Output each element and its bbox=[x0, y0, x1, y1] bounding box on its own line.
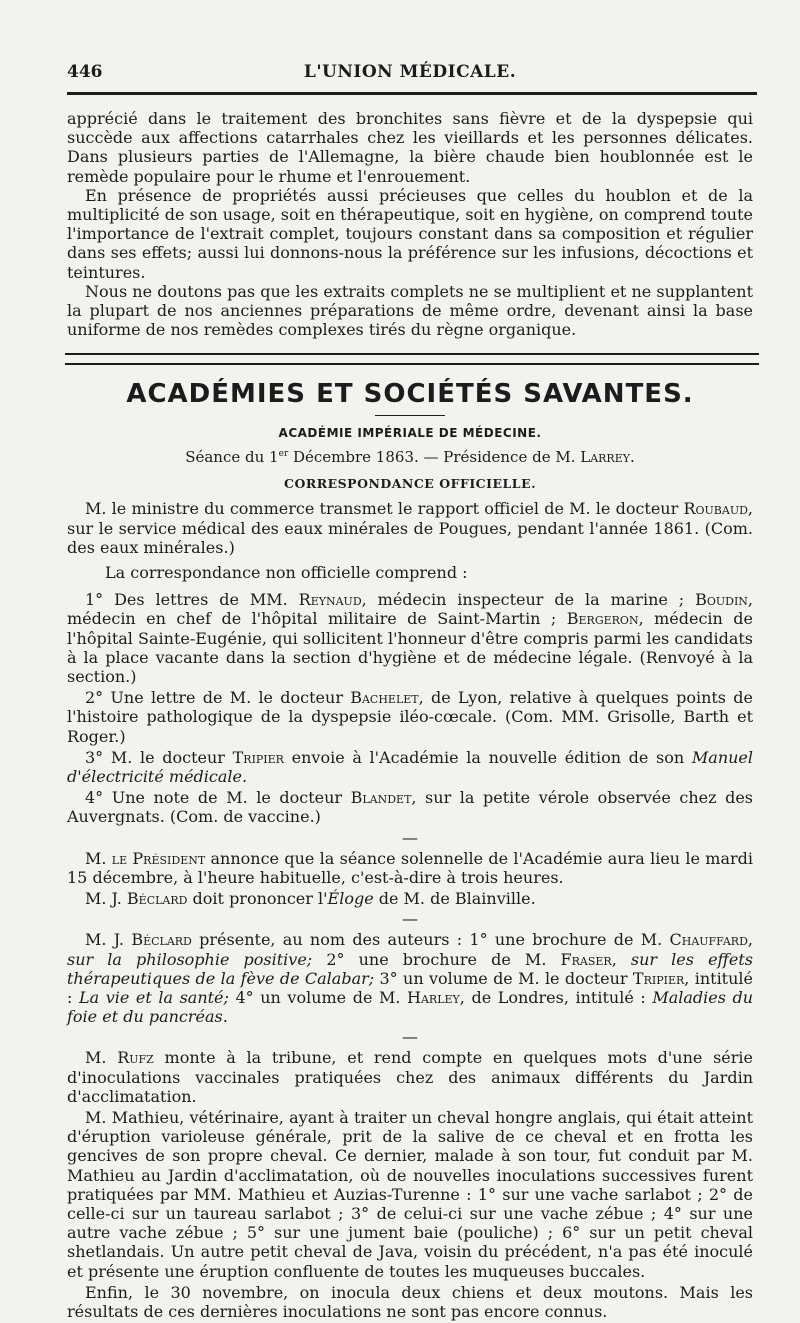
header-rule bbox=[67, 92, 757, 95]
running-head bbox=[67, 58, 753, 88]
separator-3: — bbox=[402, 1027, 418, 1047]
section-divider bbox=[65, 353, 759, 365]
president-name: Larrey bbox=[580, 448, 631, 467]
journal-title: L'UNION MÉDICALE. bbox=[303, 62, 517, 82]
final-paragraph: Enfin, le 30 novembre, on inocula deux chiens et deux moutons. Mais les résultats de ces dernières inoculations ne sont pas encore connus. bbox=[67, 1282, 753, 1321]
title-underline bbox=[375, 415, 445, 416]
beclard-eloge: M. J. Béclard doit prononcer l'Éloge de M. de Blainville. bbox=[85, 889, 536, 909]
intro-paragraph-1: apprécié dans le traitement des bronchites sans fièvre et de la dyspepsie qui succède aux affections catarrhales chez les vieillards et les personnes délicates. Dans plusieurs parties de l'Allemagne, la bière chaude bien houblonnée est le remède populaire pour le rhume et l'enrouement. bbox=[67, 109, 753, 186]
correspondence-heading: CORRESPONDANCE OFFICIELLE. bbox=[284, 476, 536, 492]
correspondence-item-4: 4° Une note de M. le docteur Blandet, sur la petite vérole observée chez des Auvergnats. (Com. de vaccine.) bbox=[67, 788, 753, 827]
separator-1: — bbox=[402, 827, 418, 847]
mathieu-paragraph: M. Mathieu, vétérinaire, ayant à traiter un cheval hongre anglais, qui était atteint d'éruption varioleuse générale, prit de la salive de ce cheval et en frotta les gencives de son propre cheval. Ce dernier, malade à son tour, fut conduit par M. Mathieu au Jardin d'acclimatation, où de nouvelles inoculations successives furent pratiquées par MM. Mathieu et Auzias-Turenne : 1° sur une vache sarlabot ; 2° de celle-ci sur un taureau sarlabot ; 3° de celui-ci sur une vache zébue ; 4° sur une autre vache zébue ; 5° sur une jument baie (pouliche) ; 6° sur un petit cheval shetlandais. Un autre petit cheval de Java, voisin du précédent, n'a pas été inoculé et présente une éruption confluente de toutes les muqueuses buccales. bbox=[67, 1107, 753, 1281]
correspondence-item-2: 2° Une lettre de M. le docteur Bachelet, de Lyon, relative à quelques points de l'histoire pathologique de la dyspepsie iléo-cœcale. (Com. MM. Grisolle, Barth et Roger.) bbox=[67, 688, 753, 746]
page-number: 446 bbox=[67, 62, 103, 82]
academy-heading: ACADÉMIE IMPÉRIALE DE MÉDECINE. bbox=[278, 426, 542, 441]
correspondence-item-1: 1° Des lettres de MM. Reynaud, médecin inspecteur de la marine ; Boudin, médecin en chef de l'hôpital militaire de Saint-Martin ; Bergeron, médecin de l'hôpital Sainte-Eugénie, qui sollicitent l'honneur d'être compris parmi les candidats à la place vacante dans la section d'hygiène et de médecine légale. (Renvoyé à la section.) bbox=[67, 590, 754, 687]
beclard-presentation: M. J. Béclard présente, au nom des auteurs : 1° une brochure de M. Chauffard, sur la philosophie positive; 2° une brochure de M. Fraser, sur les effets thérapeutiques de la fève de Calabar; 3° un volume de M. le docteur Tripier, intitulé : La vie et la santé; 4° un volume de M. Harley, de Londres, intitulé : Maladies du foie et du pancréas. bbox=[67, 930, 754, 1027]
intro-paragraph-2: En présence de propriétés aussi précieuses que celles du houblon et de la multiplicité de son usage, soit en thérapeutique, soit en hygiène, on comprend toute l'importance de l'extrait complet, toujours constant dans sa composition et régulier dans ses effets; aussi lui donnons-nous la préférence sur les infusions, décoctions et teintures. bbox=[67, 185, 753, 282]
page bbox=[67, 58, 753, 1323]
session-line: Séance du 1er Décembre 1863. — Présidence de M. Larrey. bbox=[185, 448, 635, 467]
rufz-report: M. Rufz monte à la tribune, et rend compte en quelques mots d'une série d'inoculations vaccinales pratiquées chez des animaux différents du Jardin d'acclimatation. bbox=[67, 1048, 753, 1106]
unofficial-heading: La correspondance non officielle comprend : bbox=[105, 563, 468, 583]
correspondence-item-3: 3° M. le docteur Tripier envoie à l'Académie la nouvelle édition de son Manuel d'électricité médicale. bbox=[67, 747, 754, 787]
separator-2: — bbox=[402, 909, 418, 929]
section-title: ACADÉMIES ET SOCIÉTÉS SAVANTES. bbox=[126, 379, 694, 410]
president-announcement: M. le Président annonce que la séance solennelle de l'Académie aura lieu le mardi 15 décembre, à l'heure habituelle, c'est-à-dire à trois heures. bbox=[67, 848, 753, 887]
intro-paragraph-3: Nous ne doutons pas que les extraits complets ne se multiplient et ne supplantent la plupart de nos anciennes préparations de même ordre, devenant ainsi la base uniforme de nos remèdes complexes tirés du règne organique. bbox=[67, 281, 753, 340]
official-correspondence: M. le ministre du commerce transmet le rapport officiel de M. le docteur Roubaud, sur le service médical des eaux minérales de Pougues, pendant l'année 1861. (Com. des eaux minérales.) bbox=[67, 499, 753, 557]
